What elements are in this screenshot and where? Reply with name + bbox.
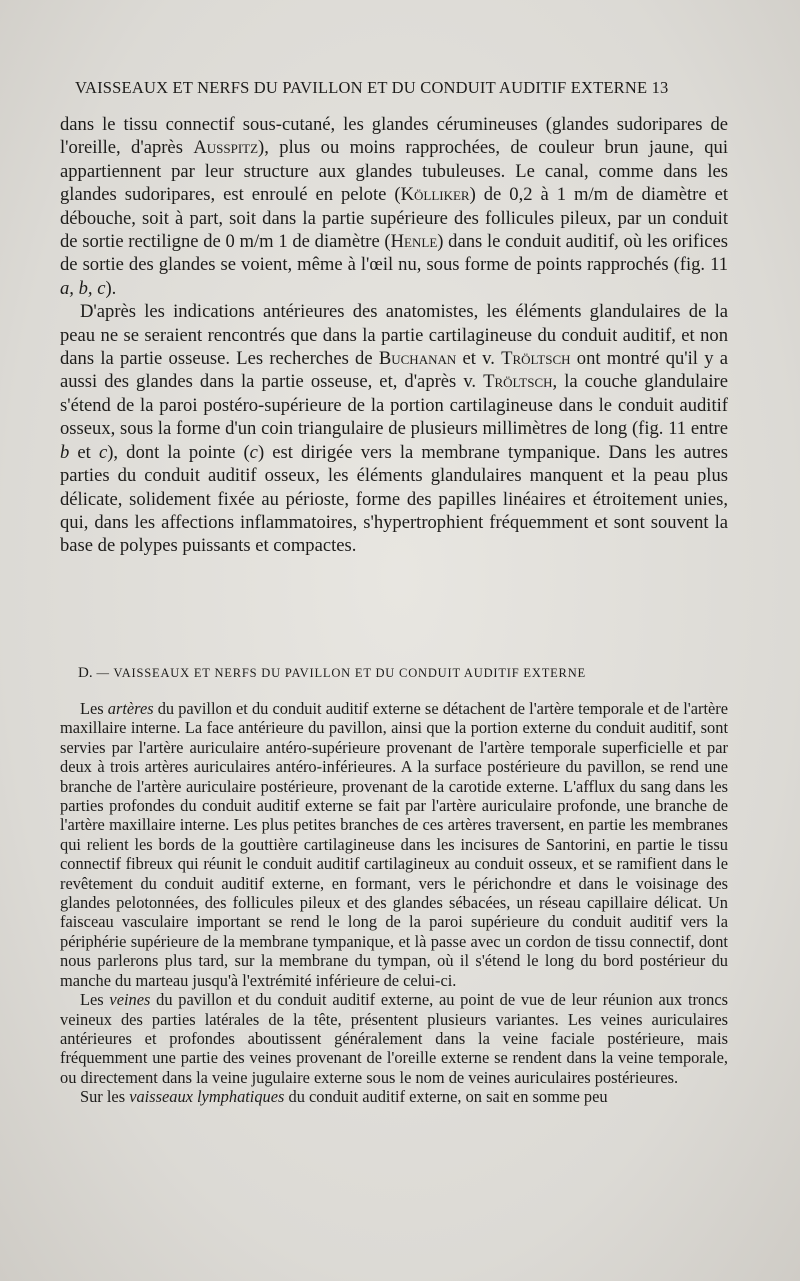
emphasis-term: veines (109, 990, 151, 1010)
author-name: Henle (390, 231, 438, 253)
running-header: VAISSEAUX ET NERFS DU PAVILLON ET DU CONDUIT AUDITIF EXTERNE 13 (75, 78, 669, 97)
figure-ref: a, b, c (60, 277, 106, 299)
section-letter: D. (78, 665, 93, 681)
paragraph-glandes: dans le tissu connectif sous-cutané, les glandes cérumineuses (glandes sudoripares de l'oreille, d'après Ausspitz), plus ou moins rapprochées, de couleur brun jaune, qui appartiennent par leur structure aux glandes tubuleuses. Le canal, comme dans les glandes sudoripares, est enroulé en pelote (Kölliker) de 0,2 à 1 m/m de diamètre et débouche, soit à part, soit dans la partie supérieure des follicules pileux, par un conduit de sortie rectiligne de 0 m/m 1 de diamètre (Henle) dans le conduit auditif, où les orifices de sortie des glandes se voient, même à l'œil nu, sous forme de points rapprochés (fig. 11 a, b, c). (60, 114, 728, 299)
section-title-text: — VAISSEAUX ET NERFS DU PAVILLON ET DU CONDUIT AUDITIF EXTERNE (92, 666, 586, 680)
main-text (60, 113, 728, 558)
paragraph-anatomistes: D'après les indications antérieures des anatomistes, les éléments glandulaires de la peau ne se seraient rencontrés que dans la partie cartilagineuse du conduit auditif, et non dans la partie osseuse. Les recherches de Buchanan et v. Tröltsch ont montré qu'il y a aussi des glandes dans la partie osseuse, et, d'après v. Tröltsch, la couche glandulaire s'étend de la paroi postéro-supérieure de la portion cartilagineuse dans le conduit auditif osseux, sous la forme d'un coin triangulaire de plusieurs millimètres de long (fig. 11 entre b et c), dont la pointe (c) est dirigée vers la membrane tympanique. Dans les autres parties du conduit auditif osseux, les éléments glandulaires manquent et la peau plus délicate, solidement fixée au périoste, forme des papilles linéaires et étroitement unies, qui, dans les affections inflammatoires, s'hypertrophient fréquemment et sont souvent la base de polypes puissants et compactes. (60, 301, 729, 557)
emphasis-term: artères (107, 699, 154, 718)
figure-ref: b (60, 441, 70, 463)
author-name: Ausspitz (193, 137, 259, 159)
author-name: Tröltsch (483, 371, 553, 393)
paragraph-lymphatiques: Sur les vaisseaux lymphatiques du conduit auditif externe, on sait en somme peu (80, 1087, 608, 1107)
figure-ref: c (98, 441, 108, 463)
figure-ref: c (249, 441, 258, 463)
section-heading (78, 665, 728, 682)
author-name: Tröltsch (501, 348, 571, 370)
paragraph-veines: Les veines du pavillon et du conduit auditif externe, au point de vue de leur réunion aux troncs veineux des parties latérales de la tête, présentent plusieurs variantes. Les veines auriculaires antérieures et profondes aboutissent généralement dans la veine faciale postérieure, mais fréquemment une partie des veines provenant de l'oreille externe se rendent dans la veine temporale, ou directement dans la veine jugulaire externe sous le nom de veines auriculaires postérieures. (60, 990, 728, 1087)
paragraph-arteres: Les artères du pavillon et du conduit auditif externe se détachent de l'artère temporale et de l'artère maxillaire interne. La face antérieure du pavillon, ainsi que la portion externe du conduit auditif, sont servies par l'artère auriculaire antéro-supérieure provenant de l'artère temporale superficielle et par deux à trois artères auriculaires antéro-inférieures. A la surface postérieure du pavillon, se rend une branche de l'artère auriculaire postérieure, provenant de la carotide externe. L'afflux du sang dans les parties profondes du conduit auditif externe se fait par l'artère auriculaire profonde, une branche de l'artère maxillaire interne. Les plus petites branches de ces artères traversent, en partie les membranes qui relient les bords de la gouttière cartilagineuse dans les incisures de Santorini, en partie le tissu connectif fibreux qui réunit le conduit auditif cartilagineux au conduit osseux, et se ramifient dans le revêtement du conduit auditif externe, en formant, vers le périchondre et dans le voisinage des glandes pelotonnées, des follicules pileux et des glandes sébacées, un réseau capillaire délicat. Un faisceau vasculaire important se rend le long de la paroi supérieure du conduit auditif vers la périphérie supérieure de la membrane tympanique, et là passe avec un cordon de tissu connectif, dont nous parlerons plus tard, sur la membrane du tympan, où il s'étend le long du bord postérieur du manche du marteau jusqu'à l'extrémité inférieure de celui-ci. (60, 699, 729, 990)
section-text (60, 699, 728, 1107)
emphasis-term: vaisseaux lymphatiques (129, 1087, 285, 1107)
author-name: Kölliker (400, 184, 470, 206)
author-name: Buchanan (378, 348, 457, 370)
